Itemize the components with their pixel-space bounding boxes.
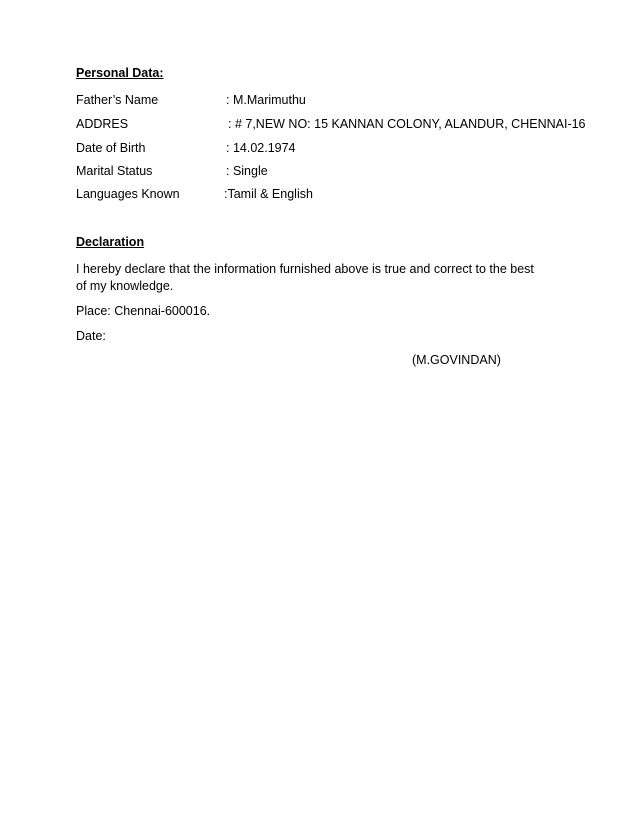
- fathers-name-label: Father’s Name: [76, 93, 159, 107]
- place-line: Place: Chennai-600016.: [76, 304, 211, 318]
- address-label: ADDRES: [76, 117, 129, 131]
- declaration-heading: Declaration: [76, 235, 145, 249]
- languages-known-label: Languages Known: [76, 187, 180, 201]
- date-of-birth-value: : 14.02.1974: [226, 141, 296, 155]
- personal-data-heading: Personal Data:: [76, 66, 164, 80]
- date-of-birth-label: Date of Birth: [76, 141, 146, 155]
- marital-status-row: [76, 164, 596, 180]
- declaration-text: I hereby declare that the information furnished above is true and correct to the best of my knowledge.: [76, 262, 534, 293]
- signature-name: (M.GOVINDAN): [412, 353, 501, 367]
- address-row: [76, 117, 596, 133]
- fathers-name-value: : M.Marimuthu: [226, 93, 306, 107]
- languages-known-value: :Tamil & English: [224, 187, 313, 201]
- address-value: : # 7,NEW NO: 15 KANNAN COLONY, ALANDUR, CHENNAI-16: [228, 117, 586, 131]
- date-line: Date:: [76, 329, 106, 343]
- date-of-birth-row: [76, 141, 596, 157]
- languages-known-row: [76, 187, 596, 203]
- marital-status-value: : Single: [226, 164, 268, 178]
- fathers-name-row: [76, 93, 596, 109]
- marital-status-label: Marital Status: [76, 164, 153, 178]
